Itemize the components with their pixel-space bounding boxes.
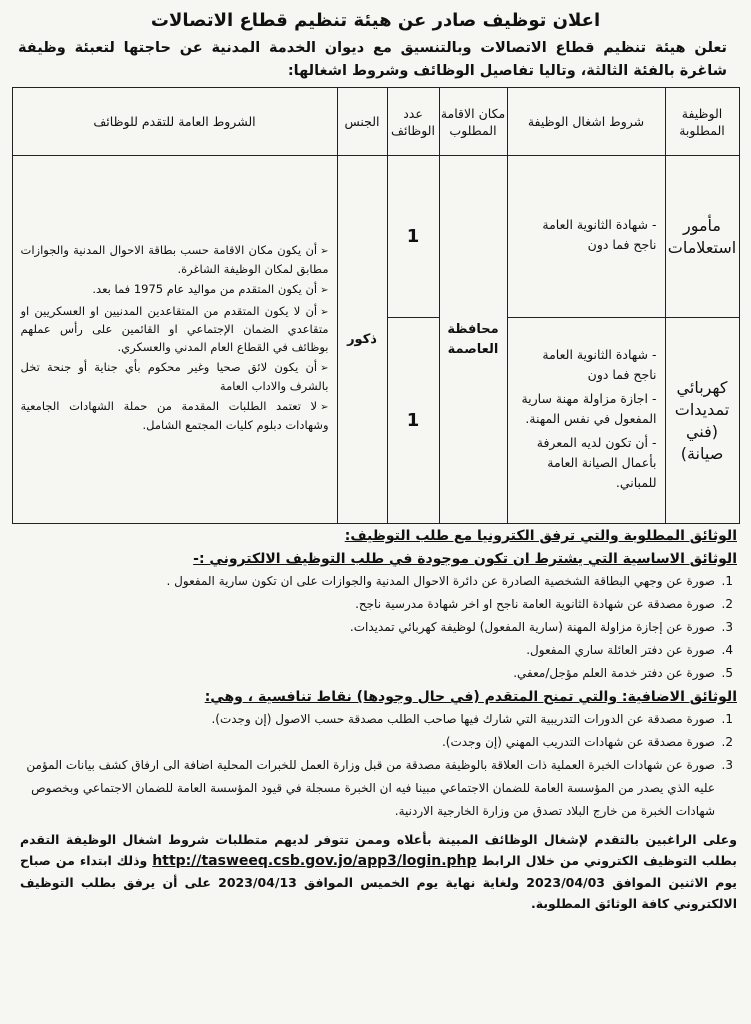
location-cell: محافظة العاصمة xyxy=(439,156,507,524)
announcement-headline: اعلان توظيف صادر عن هيئة تنظيم قطاع الاتصالات xyxy=(150,10,601,31)
condition-item: ➢لا تعتمد الطلبات المقدمة من حملة الشهادات الجامعية وشهادات دبلوم كليات المجتمع الشامل. xyxy=(20,399,329,432)
required-docs-title: الوثائق المطلوبة والتي ترفق الكترونيا مع طلب التوظيف: xyxy=(344,528,737,544)
arrow-bullet-icon: ➢ xyxy=(320,246,329,257)
arrow-bullet-icon: ➢ xyxy=(320,306,329,318)
requirement-item: - اجازة مزاولة مهنة سارية المفعول في نفس المهنة. xyxy=(521,390,657,426)
required-docs-subtitle: الوثائق الاساسية التي يشترط ان تكون موجودة في طلب التوظيف الالكتروني :- xyxy=(193,551,737,567)
count-cell: 1 xyxy=(387,318,439,524)
requirement-item: - أن تكون لديه المعرفة بأعمال الصيانة العامة للمباني. xyxy=(536,434,657,490)
arrow-bullet-icon: ➢ xyxy=(320,402,329,413)
requirements-cell xyxy=(507,156,665,318)
arrow-bullet-icon: ➢ xyxy=(320,363,329,374)
application-instructions xyxy=(10,823,741,914)
header-conditions: الشروط العامة للتقدم للوظائف xyxy=(12,88,337,156)
header-gender: الجنس xyxy=(337,88,387,156)
jobs-table xyxy=(12,87,740,524)
requirements-cell xyxy=(507,318,665,524)
list-item: 3. صورة عن إجازة مزاولة المهنة (سارية المفعول) لوظيفة كهربائي تمديدات. xyxy=(349,620,733,634)
list-item: 1. صورة عن وجهي البطاقة الشخصية الصادرة عن دائرة الاحوال المدنية والجوازات على ان تكون سارية المفعول . xyxy=(166,574,733,588)
header-job-title: الوظيفة المطلوبة xyxy=(665,88,739,156)
condition-item: ➢أن يكون لائق صحيا وغير محكوم بأي جناية أو جنحة تخل بالشرف والاداب العامة xyxy=(20,360,329,393)
job-title-cell: مأمور استعلامات xyxy=(665,156,739,318)
header-location: مكان الاقامة المطلوب xyxy=(439,88,507,156)
requirement-item: - شهادة الثانوية العامة ناجح فما دون xyxy=(542,216,657,252)
conditions-cell xyxy=(12,156,337,524)
instructions-text-before: وعلى الراغبين بالتقدم لإشغال الوظائف المبينة بأعلاه وممن تتوفر لديهم متطلبات شروط اشغال الوظيفة التقدم بطلب التوظيف الكتروني من خلال الرابط xyxy=(20,832,737,868)
list-item: 2. صورة مصدقة عن شهادات التدريب المهني (إن وجدت). xyxy=(441,735,733,749)
list-item: 2. صورة مصدقة عن شهادة الثانوية العامة ناجح او اخر شهادة مدرسية ناجح. xyxy=(355,597,733,611)
arrow-bullet-icon: ➢ xyxy=(320,285,329,296)
header-requirements: شروط اشغال الوظيفة xyxy=(507,88,665,156)
extra-docs-list xyxy=(10,708,741,823)
jobs-table-header-row xyxy=(12,88,739,156)
header-count: عدد الوظائف xyxy=(387,88,439,156)
list-item: 4. صورة عن دفتر العائلة ساري المفعول. xyxy=(526,643,733,657)
required-docs-list xyxy=(10,570,741,685)
condition-item: ➢أن لا يكون المتقدم من المتقاعدين المدنيين او العسكريين او متقاعدي الضمان الإجتماعي او القائمين على رأس عملهم بوظائف في القطاع العام المدني والعسكري. xyxy=(20,303,329,354)
condition-item: ➢أن يكون مكان الاقامة حسب بطاقة الاحوال المدنية والجوازات مطابق لمكان الوظيفة الشاغرة. xyxy=(20,243,329,276)
announcement-intro: تعلن هيئة تنظيم قطاع الاتصالات وبالتنسيق مع ديوان الخدمة المدنية عن حاجتها لتعبئة وظيفة شاغرة بالفئة الثالثة، وتاليا تفاصيل الوظائف وشروط اشغالها: xyxy=(18,40,727,79)
application-link[interactable]: http://tasweeq.csb.gov.jo/app3/login.php xyxy=(152,853,477,869)
instructions-text-after: وذلك ابتداء من صباح يوم الاثنين الموافق 2023/04/03 ولغاية نهاية يوم الخميس الموافق 2023/04/13 على أن يرفق بطلب التوظيف الالكتروني كافة الوثائق المطلوبة. xyxy=(20,853,738,911)
condition-item: ➢أن يكون المتقدم من مواليد عام 1975 فما بعد. xyxy=(92,282,329,296)
list-item: 1. صورة مصدقة عن الدورات التدريبية التي شارك فيها صاحب الطلب مصدقة حسب الاصول (إن وجدت). xyxy=(211,712,733,726)
table-row xyxy=(12,156,739,318)
list-item: 3. صورة عن شهادات الخبرة العملية ذات العلاقة بالوظيفة مصدقة من قبل وزارة العمل للخبرات المحلية اضافة الى ارفاق كشف بيانات المؤمن عليه الذي يصدر من المؤسسة العامة للضمان الاجتماعي مبينا فيه ان الخبرة مسجلة في قيود المؤسسة العامة للضمان الاجتماعي وبخصوص شهادات الخبرة من خارج البلاد تصدق من وزارة الخارجية الاردنية. xyxy=(26,758,733,818)
requirement-item: - شهادة الثانوية العامة ناجح فما دون xyxy=(542,346,657,382)
extra-docs-title: الوثائق الاضافية: والتي تمنح المتقدم (في حال وجودها) نقاط تنافسية ، وهي: xyxy=(204,689,737,705)
count-cell: 1 xyxy=(387,156,439,318)
list-item: 5. صورة عن دفتر خدمة العلم مؤجل/معفي. xyxy=(513,666,733,680)
job-title-cell: كهربائي تمديدات (فني صيانة) xyxy=(665,318,739,524)
gender-cell: ذكور xyxy=(337,156,387,524)
